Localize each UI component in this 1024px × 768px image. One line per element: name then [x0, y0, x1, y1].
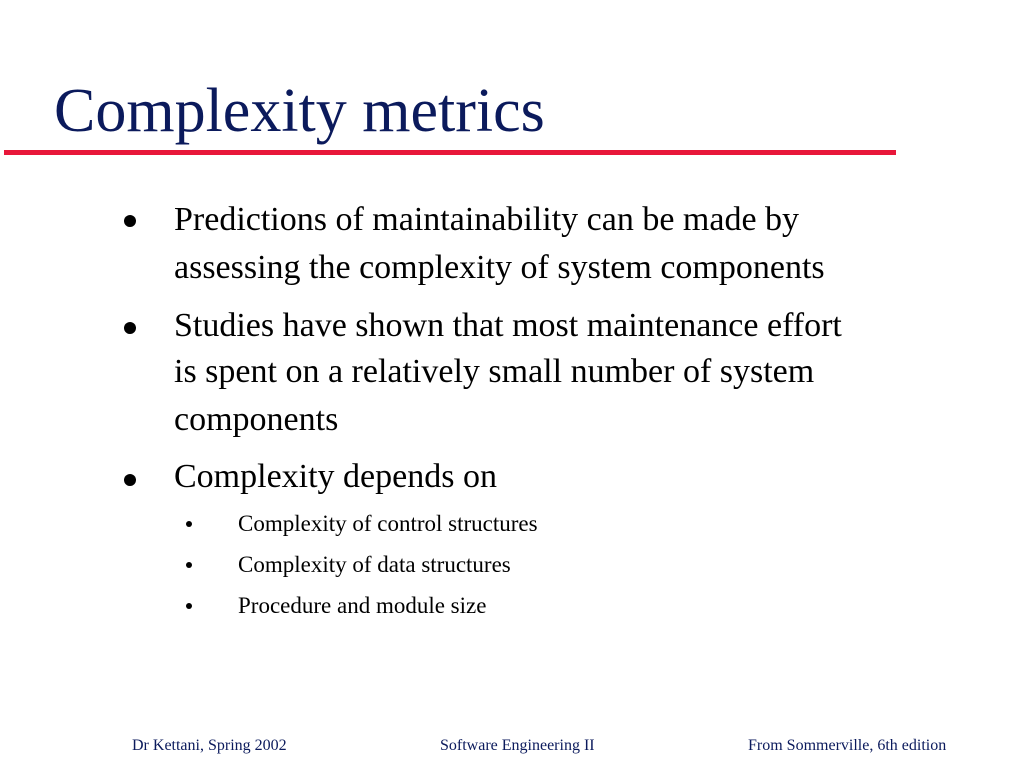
- sub-bullet-text: Complexity of data structures: [238, 552, 511, 577]
- sub-bullet-text: Procedure and module size: [238, 593, 487, 618]
- bullet-line: components: [174, 401, 339, 438]
- footer-center: Software Engineering II: [440, 737, 595, 754]
- bullet-line: Predictions of maintainability can be made by: [174, 201, 800, 238]
- bullet-dot: [124, 322, 136, 334]
- bullet-dot: [124, 474, 136, 486]
- title-underline: [4, 150, 896, 155]
- sub-bullet-text: Complexity of control structures: [238, 511, 538, 536]
- bullet-line: Studies have shown that most maintenance effort: [174, 307, 842, 344]
- slide-title: Complexity metrics: [54, 77, 545, 145]
- sub-bullet-dot: [186, 603, 192, 609]
- bullet-dot: [124, 215, 136, 227]
- footer-right: From Sommerville, 6th edition: [748, 737, 947, 754]
- bullet-line: Complexity depends on: [174, 458, 497, 495]
- sub-bullet-dot: [186, 521, 192, 527]
- bullet-line: assessing the complexity of system components: [174, 249, 825, 286]
- sub-bullet-dot: [186, 562, 192, 568]
- bullet-line: is spent on a relatively small number of system: [174, 353, 815, 390]
- footer-left: Dr Kettani, Spring 2002: [132, 737, 287, 754]
